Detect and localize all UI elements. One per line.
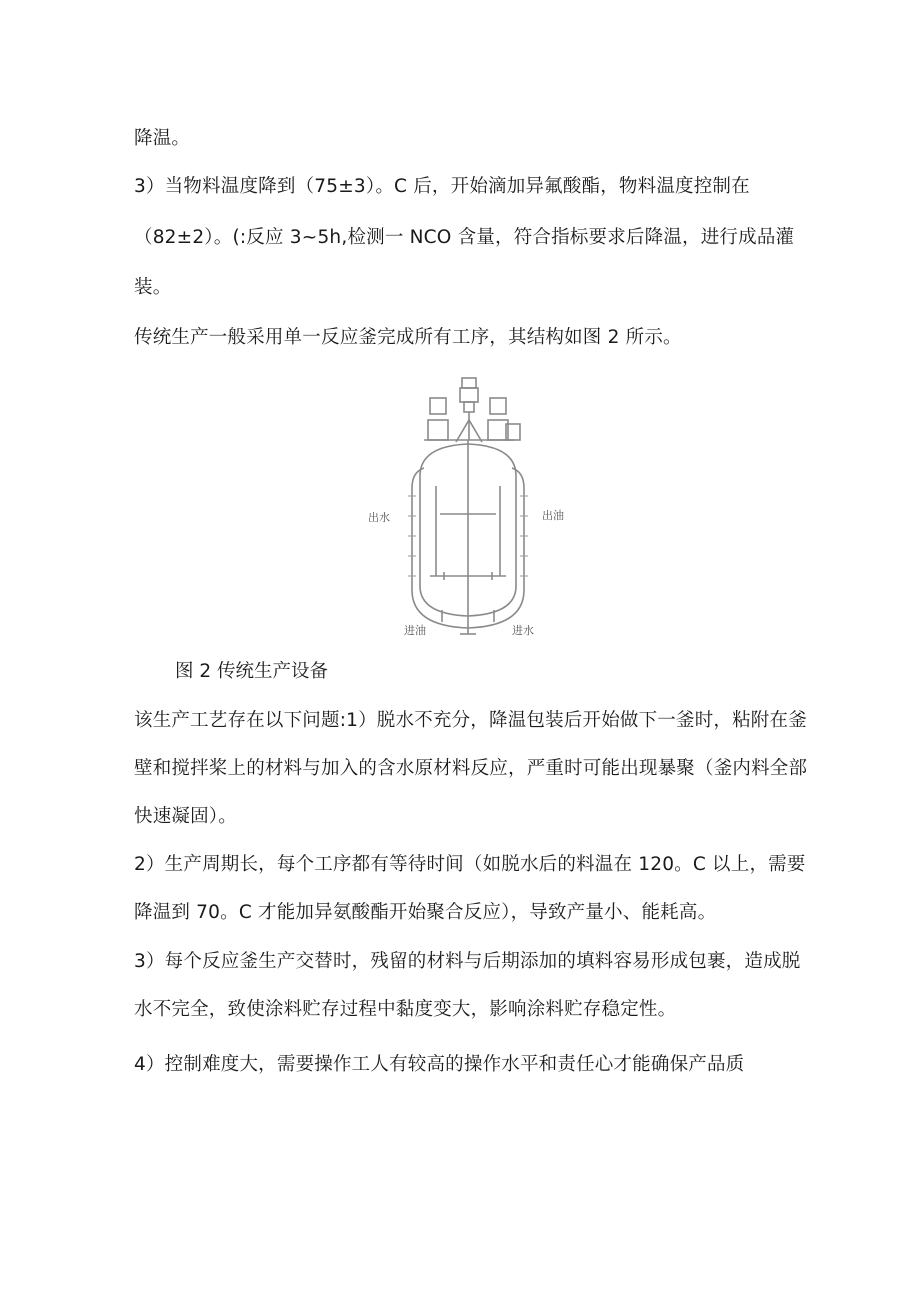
paragraph-line: 4）控制难度大，需要操作工人有较高的操作水平和责任心才能确保产品质 — [134, 1054, 745, 1075]
reactor-diagram — [364, 376, 572, 640]
paragraph-line: 壁和搅拌桨上的材料与加入的含水原材料反应，严重时可能出现暴聚（釜内料全部 — [134, 758, 808, 779]
paragraph-line: 降温。 — [134, 128, 191, 149]
paragraph-line: 传统生产一般采用单一反应釜完成所有工序，其结构如图 2 所示。 — [134, 327, 682, 348]
paragraph-line: 2）生产周期长，每个工序都有等待时间（如脱水后的料温在 120。C 以上，需要 — [134, 854, 806, 875]
oil-out-label: 出油 — [542, 509, 564, 522]
paragraph-line: 快速凝固）。 — [134, 806, 237, 827]
paragraph-line: （82±2）。(:反应 3~5h,检测一 NCO 含量，符合指标要求后降温，进行成品灌 — [134, 227, 795, 248]
paragraph-line: 降温到 70。C 才能加异氨酸酯开始聚合反应），导致产量小、能耗高。 — [134, 902, 717, 923]
figure-caption: 图 2 传统生产设备 — [175, 661, 329, 682]
paragraph-line: 该生产工艺存在以下问题:1）脱水不充分，降温包装后开始做下一釜时，粘附在釜 — [134, 710, 807, 731]
reactor-figure — [364, 376, 572, 640]
water-in-label: 进水 — [512, 624, 534, 637]
paragraph-line: 3）当物料温度降到（75±3）。C 后，开始滴加异氟酸酯，物料温度控制在 — [134, 176, 750, 197]
paragraph-line: 水不完全，致使涂料贮存过程中黏度变大，影响涂料贮存稳定性。 — [134, 999, 677, 1020]
water-out-label: 出水 — [368, 511, 390, 524]
paragraph-line: 3）每个反应釜生产交替时，残留的材料与后期添加的填料容易形成包裹，造成脱 — [134, 951, 801, 972]
oil-in-label: 进油 — [404, 624, 426, 637]
paragraph-line: 装。 — [134, 277, 172, 298]
